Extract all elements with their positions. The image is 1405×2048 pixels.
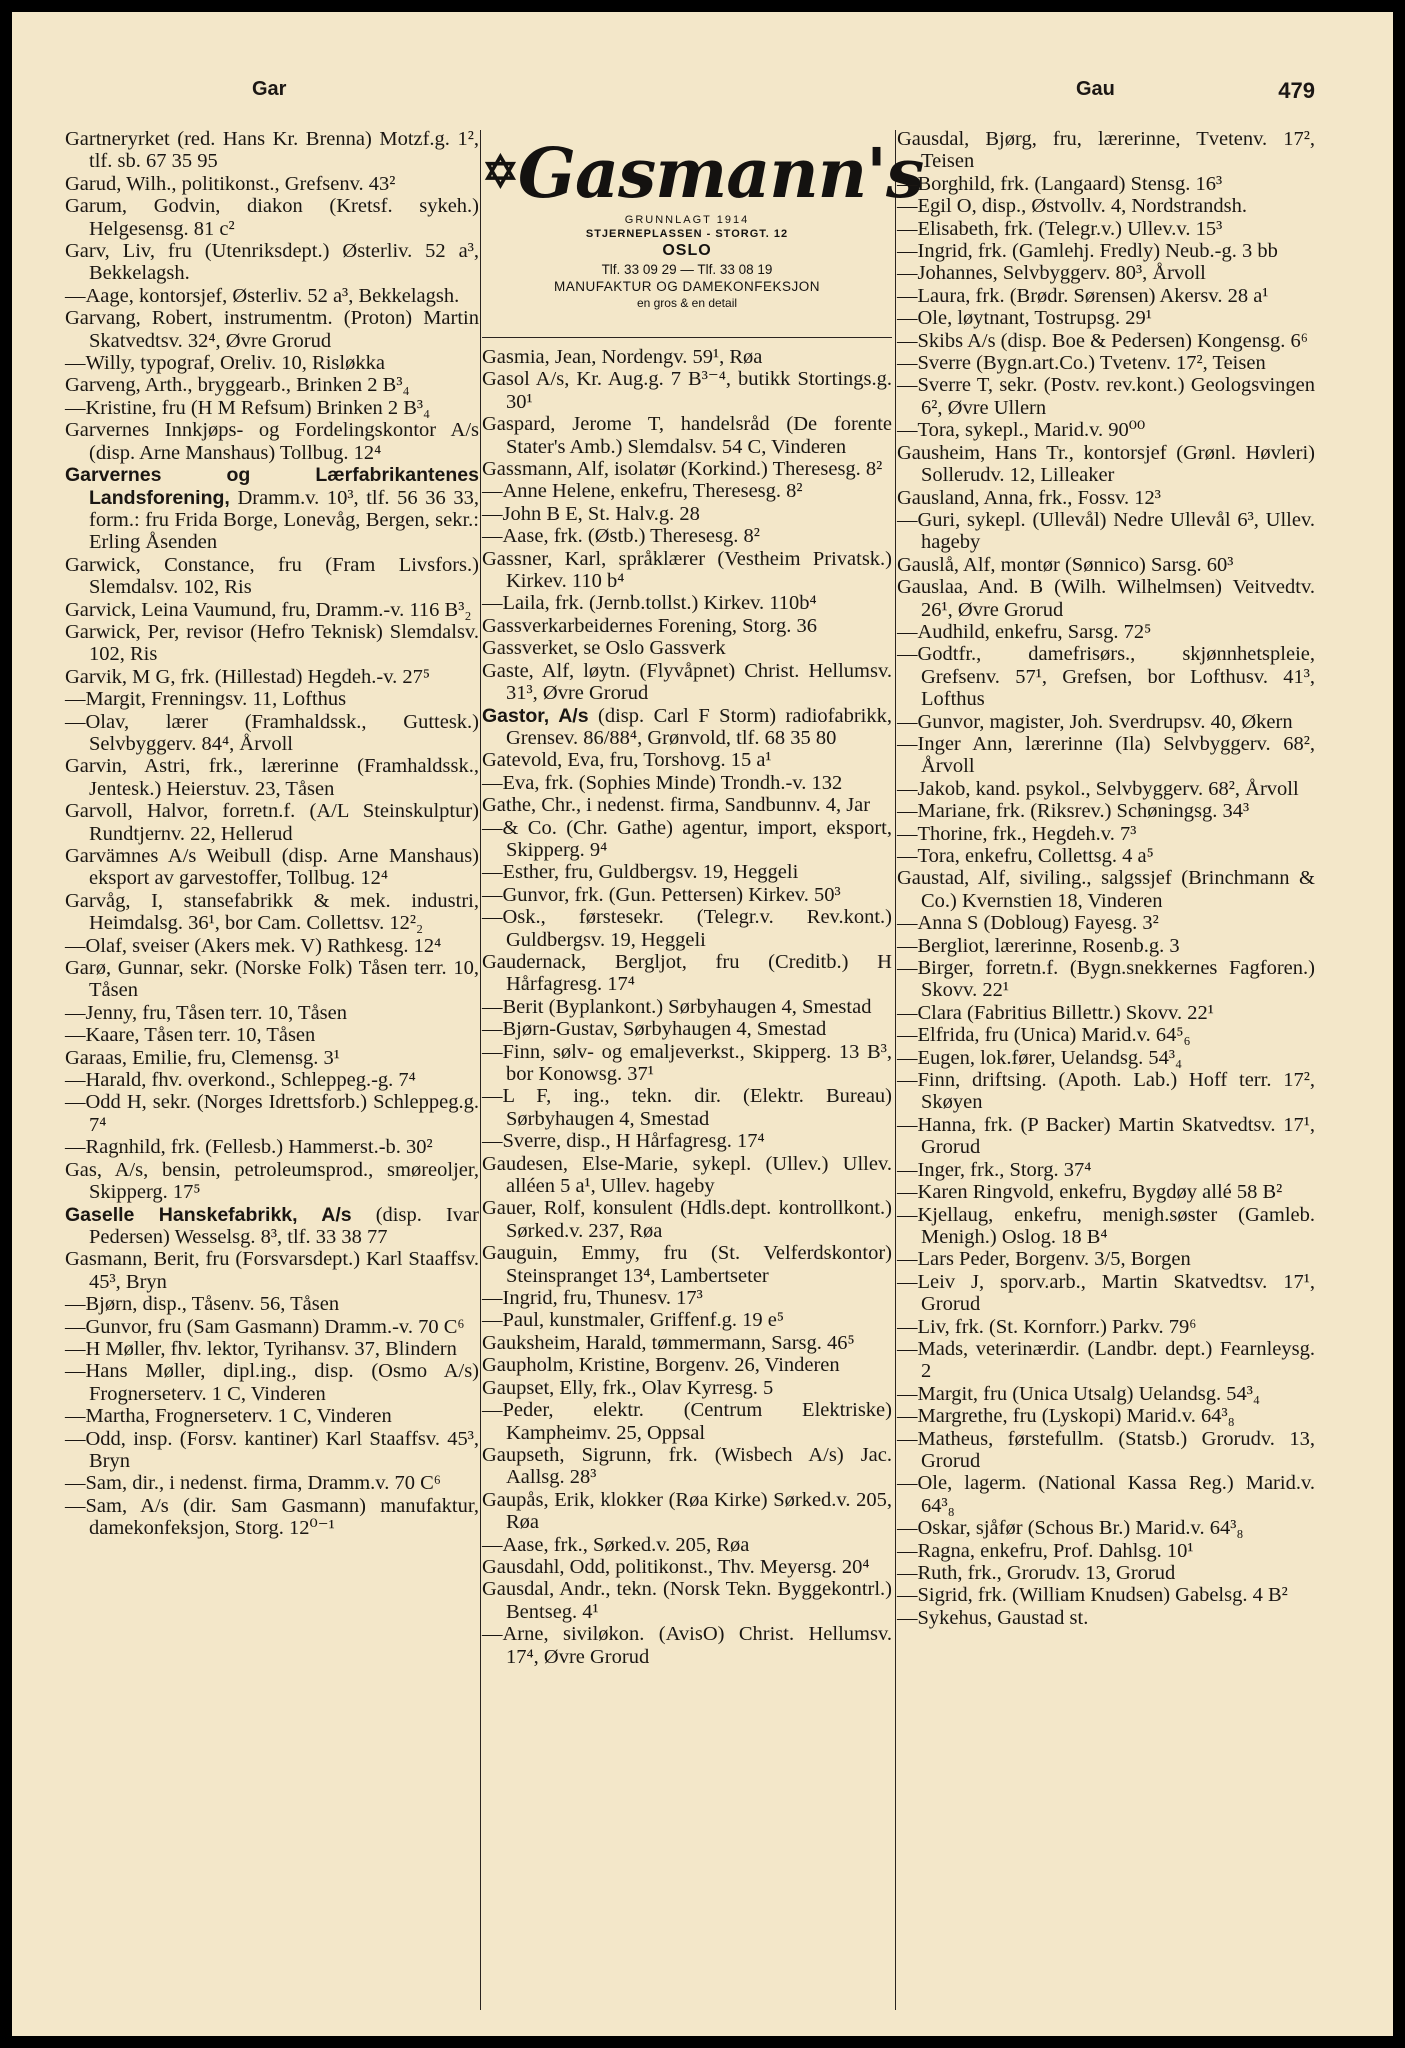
entry-bold-name: Garvernes og Lærfabrikantenes Landsforening, [65, 464, 479, 509]
directory-entry [482, 1130, 892, 1152]
entry-text: —Anne Helene, enkefru, Theresesg. 8² [482, 480, 803, 503]
entry-text: Gaupholm, Kristine, Borgenv. 26, Vinderen [482, 1354, 840, 1377]
directory-entry [897, 1047, 1315, 1069]
entry-text: —L F, ing., tekn. dir. (Elektr. Bureau) Sørbyhaugen 4, Smestad [482, 1085, 892, 1130]
entry-text: —Gunvor, fru (Sam Gasmann) Dramm.-v. 70 C⁶ [65, 1315, 465, 1338]
entry-text: —Tora, enkefru, Collettsg. 4 a⁵ [897, 845, 1154, 867]
entry-text: —Olaf, sveiser (Akers mek. V) Rathkesg. 12⁴ [65, 934, 442, 957]
directory-entry [65, 307, 479, 352]
directory-entry [897, 1114, 1315, 1159]
entry-text: —Godtfr., damefrisørs., skjønnhetspleie, Grefsenv. 57¹, Grefsen, bor Lofthusv. 41³, Lofthus [897, 643, 1315, 711]
directory-entry [482, 1489, 892, 1534]
entry-text: —Inger Ann, lærerinne (Ila) Selvbyggerv. 68², Årvoll [897, 732, 1315, 778]
directory-entry [65, 711, 479, 756]
entry-text: —Sigrid, frk. (William Knudsen) Gabelsg. 4 B² [897, 1584, 1288, 1607]
entry-text: —Odd H, sekr. (Norges Idrettsforb.) Schleppeg.g. 7⁴ [65, 1091, 479, 1136]
directory-entry [65, 1047, 479, 1069]
directory-entry [482, 906, 892, 951]
entry-text: Gaupås, Erik, klokker (Røa Kirke) Sørked.v. 205, Røa [482, 1488, 892, 1534]
directory-entry [65, 1248, 479, 1293]
directory-entry [897, 1383, 1315, 1405]
entry-text: Garvämnes A/s Weibull (disp. Arne Manshaus) eksport av garvestoffer, Tollbug. 12⁴ [65, 845, 479, 890]
entry-text: Garvick, Leina Vaumund, fru, Dramm.-v. 116 B³₂ [65, 598, 472, 621]
directory-entry [65, 1316, 479, 1338]
directory-entry [482, 1197, 892, 1242]
entry-text: —Mads, veterinærdir. (Landbr. dept.) Fearnleysg. 2 [897, 1337, 1315, 1383]
directory-entry [897, 195, 1315, 217]
directory-entry [482, 1623, 892, 1668]
entry-text: —Birger, forretn.f. (Bygn.snekkernes Fagforen.) Skovv. 22¹ [897, 957, 1315, 1002]
entry-bold-name: Gaselle Hanskefabrikk, A/s [65, 1203, 352, 1226]
entry-text: —Gunvor, magister, Joh. Sverdrupsv. 40, Økern [897, 710, 1293, 733]
entry-text: —Elfrida, fru (Unica) Marid.v. 64⁵₆ [897, 1024, 1191, 1047]
entry-text: Gausdal, Andr., tekn. (Norsk Tekn. Byggekontrl.) Bentseg. 4¹ [482, 1578, 892, 1623]
directory-entry [482, 1287, 892, 1309]
directory-entry [65, 666, 479, 688]
directory-entry [482, 1534, 892, 1556]
directory-entry [482, 1309, 892, 1331]
directory-entry [897, 173, 1315, 195]
directory-entry [897, 1428, 1315, 1473]
directory-entry [482, 615, 892, 637]
directory-entry [897, 1181, 1315, 1203]
entry-text: —Bjørn-Gustav, Sørbyhaugen 4, Smestad [482, 1018, 827, 1041]
directory-entry [65, 464, 479, 554]
directory-entry [65, 755, 479, 800]
entry-text: —Aase, frk. (Østb.) Theresesg. 8² [482, 525, 760, 548]
entry-text: —Mariane, frk. (Riksrev.) Schøningsg. 34³ [897, 800, 1250, 823]
directory-entry [897, 419, 1315, 441]
column-2-entries [482, 346, 892, 1668]
entry-text: —Hans Møller, dipl.ing., disp. (Osmo A/s) Frognerseterv. 1 C, Vinderen [65, 1360, 479, 1405]
advert-logo: ✡Gasmann's [482, 134, 924, 214]
directory-entry [482, 1444, 892, 1489]
entry-text: Gasmann, Berit, fru (Forsvarsdept.) Karl Staaffsv. 45³, Bryn [65, 1248, 479, 1293]
entry-text: Gausheim, Hans Tr., kontorsjef (Grønl. Høvleri) Sollerudv. 12, Lilleaker [897, 441, 1315, 487]
entry-text: —Liv, frk. (St. Kornforr.) Parkv. 79⁶ [897, 1315, 1197, 1338]
entry-text: —Finn, sølv- og emaljeverkst., Skipperg. 13 B³, bor Konowsg. 37¹ [482, 1040, 892, 1085]
entry-text: —Willy, typograf, Oreliv. 10, Risløkka [65, 352, 385, 375]
entry-text: (disp. Ivar Pedersen) Wesselsg. 8³, tlf. 33 38 77 [89, 1203, 479, 1248]
directory-entry [897, 621, 1315, 643]
directory-entry [482, 951, 892, 996]
directory-entry [65, 688, 479, 710]
entry-text: —Audhild, enkefru, Sarsg. 72⁵ [897, 620, 1152, 643]
entry-text: Garwick, Per, revisor (Hefro Teknisk) Slemdalsv. 102, Ris [65, 620, 479, 666]
directory-entry [482, 772, 892, 794]
directory-entry [897, 1562, 1315, 1584]
directory-entry [482, 884, 892, 906]
directory-entry [897, 845, 1315, 867]
entry-text: —Martha, Frognerseterv. 1 C, Vinderen [65, 1405, 392, 1428]
directory-entry [482, 1242, 892, 1287]
directory-entry [897, 285, 1315, 307]
entry-text: —Kristine, fru (H M Refsum) Brinken 2 B³₄ [65, 396, 431, 419]
directory-entry [65, 599, 479, 621]
directory-entry [65, 845, 479, 890]
directory-entry [482, 592, 892, 614]
entry-text: —Sverre (Bygn.art.Co.) Tvetenv. 17², Teisen [897, 352, 1266, 375]
entry-text: —Clara (Fabritius Billettr.) Skovv. 22¹ [897, 1001, 1214, 1024]
directory-entry [897, 128, 1315, 173]
star-icon: ✡ [482, 147, 518, 198]
entry-text: —Margrethe, fru (Lyskopi) Marid.v. 64³₈ [897, 1405, 1235, 1428]
entry-text: Gas, A/s, bensin, petroleumsprod., smøreoljer, Skipperg. 17⁵ [65, 1158, 479, 1204]
directory-entry [65, 1024, 479, 1046]
entry-text: —Jenny, fru, Tåsen terr. 10, Tåsen [65, 1001, 347, 1024]
advert-phones: Tlf. 33 09 29 — Tlf. 33 08 19 [601, 262, 773, 277]
column-3 [897, 128, 1315, 1629]
directory-entry [482, 996, 892, 1018]
entry-text: —Margit, Frenningsv. 11, Lofthus [65, 688, 347, 711]
directory-entry [482, 705, 892, 750]
directory-entry [482, 1556, 892, 1578]
entry-text: —Ole, lagerm. (National Kassa Reg.) Marid.v. 64³₈ [897, 1472, 1315, 1517]
directory-entry [897, 218, 1315, 240]
entry-text: Gausdahl, Odd, politikonst., Thv. Meyersg. 20⁴ [482, 1555, 870, 1578]
directory-entry [482, 548, 892, 593]
entry-text: —Ragnhild, frk. (Fellesb.) Hammerst.-b. 30² [65, 1136, 433, 1159]
directory-entry [482, 660, 892, 705]
column-2 [482, 128, 924, 1668]
directory-entry [897, 1607, 1315, 1629]
directory-entry [65, 621, 479, 666]
directory-entry [65, 1204, 479, 1249]
entry-text: —Sverre, disp., H Hårfagresg. 17⁴ [482, 1130, 765, 1153]
entry-text: —Hanna, frk. (P Backer) Martin Skatvedtsv. 17¹, Grorud [897, 1113, 1315, 1159]
entry-text: Gassmann, Alf, isolatør (Korkind.) Theresesg. 8² [482, 458, 883, 481]
directory-entry [65, 1360, 479, 1405]
entry-text: —Leiv J, sporv.arb., Martin Skatvedtsv. 17¹, Grorud [897, 1270, 1315, 1316]
directory-entry [897, 1338, 1315, 1383]
entry-text: —Elisabeth, frk. (Telegr.v.) Ullev.v. 15³ [897, 217, 1223, 240]
directory-entry [65, 195, 479, 240]
entry-text: —& Co. (Chr. Gathe) agentur, import, eksport, Skipperg. 9⁴ [482, 816, 892, 861]
entry-text: Gatevold, Eva, fru, Torshovg. 15 a¹ [482, 749, 772, 772]
entry-text: —Berit (Byplankont.) Sørbyhaugen 4, Smestad [482, 995, 872, 1018]
directory-entry [897, 262, 1315, 284]
directory-entry [482, 1578, 892, 1623]
entry-text: —Guri, sykepl. (Ullevål) Nedre Ullevål 6³, Ullev. hageby [897, 508, 1315, 554]
entry-text: Gauslaa, And. B (Wilh. Wilhelmsen) Veitvedtv. 26¹, Øvre Grorud [897, 576, 1315, 621]
entry-text: —Harald, fhv. overkond., Schleppeg.-g. 7⁴ [65, 1069, 416, 1092]
directory-entry [482, 458, 892, 480]
entry-text: Gaupset, Elly, frk., Olav Kyrresg. 5 [482, 1376, 774, 1399]
entry-text: —Matheus, førstefullm. (Statsb.) Grorudv. 13, Grorud [897, 1427, 1315, 1472]
advert-tagline: en gros & en detail [636, 296, 738, 310]
directory-entry [482, 1332, 892, 1354]
entry-text: —Laura, frk. (Brødr. Sørensen) Akersv. 28 a¹ [897, 284, 1269, 307]
directory-entry [65, 1002, 479, 1024]
entry-text: —Bjørn, disp., Tåsenv. 56, Tåsen [65, 1293, 340, 1316]
directory-entry [897, 823, 1315, 845]
directory-entry [897, 352, 1315, 374]
entry-text: —Kaare, Tåsen terr. 10, Tåsen [65, 1024, 316, 1047]
entry-text: —Johannes, Selvbyggerv. 80³, Årvoll [897, 262, 1206, 285]
directory-entry [482, 1018, 892, 1040]
directory-entry [65, 1338, 479, 1360]
directory-entry [482, 749, 892, 771]
directory-entry [482, 817, 892, 862]
advert-line: MANUFAKTUR OG DAMEKONFEKSJON [553, 279, 821, 294]
entry-text: Gauksheim, Harald, tømmermann, Sarsg. 46⁵ [482, 1331, 855, 1354]
directory-entry [482, 1377, 892, 1399]
entry-text: Garveng, Arth., bryggearb., Brinken 2 B³₄ [65, 374, 410, 397]
entry-text: —Eva, frk. (Sophies Minde) Trondh.-v. 132 [482, 771, 843, 794]
entry-text: Garud, Wilh., politikonst., Grefsenv. 43² [65, 172, 396, 195]
entry-text: Gassverkarbeidernes Forening, Storg. 36 [482, 614, 817, 637]
directory-entry [482, 1399, 892, 1444]
directory-page [12, 12, 1393, 2036]
directory-entry [65, 890, 479, 935]
directory-entry [897, 1024, 1315, 1046]
directory-entry [65, 240, 479, 285]
running-head [12, 78, 1393, 108]
directory-entry [482, 368, 892, 413]
entry-text: Gassner, Karl, språklærer (Vestheim Privatsk.) Kirkev. 110 b⁴ [482, 547, 892, 593]
directory-entry [897, 733, 1315, 778]
directory-entry [897, 1271, 1315, 1316]
directory-entry [482, 1041, 892, 1086]
directory-entry [897, 1472, 1315, 1517]
header-left-guide-word: Gar [252, 78, 287, 100]
directory-entry [482, 861, 892, 883]
directory-entry [65, 554, 479, 599]
directory-entry [65, 1472, 479, 1494]
entry-text: —Kjellaug, enkefru, menigh.søster (Gamleb. Menigh.) Oslog. 18 B⁴ [897, 1203, 1315, 1248]
entry-text: Garwick, Constance, fru (Fram Livsfors.) Slemdalsv. 102, Ris [65, 553, 479, 599]
entry-text: —Aage, kontorsjef, Østerliv. 52 a³, Bekkelagsh. [65, 284, 460, 307]
entry-text: —Sverre T, sekr. (Postv. rev.kont.) Geologsvingen 6², Øvre Ullern [897, 374, 1315, 419]
entry-text: (disp. Carl F Storm) radiofabrikk, Grensev. 86/88⁴, Grønvold, tlf. 68 35 80 [506, 704, 892, 749]
entry-text: —Margit, fru (Unica Utsalg) Uelandsg. 54³₄ [897, 1382, 1261, 1405]
directory-entry [897, 778, 1315, 800]
directory-entry [65, 1428, 479, 1473]
entry-text: Gaudesen, Else-Marie, sykepl. (Ullev.) Ullev. alléen 5 a¹, Ullev. hageby [482, 1152, 892, 1198]
directory-entry [65, 957, 479, 1002]
entry-text: —Eugen, lok.fører, Uelandsg. 54³₄ [897, 1046, 1183, 1069]
advert-city: OSLO [662, 242, 712, 259]
page-number: 479 [1278, 78, 1315, 103]
entry-text: Garum, Godvin, diakon (Kretsf. sykeh.) Helgesensg. 81 c² [65, 195, 479, 240]
entry-text: Gassverket, se Oslo Gassverk [482, 637, 726, 660]
entry-text: —Esther, fru, Guldbergsv. 19, Heggeli [482, 861, 799, 884]
entry-text: Gathe, Chr., i nedenst. firma, Sandbunnv. 4, Jar [482, 794, 871, 817]
directory-entry [65, 173, 479, 195]
directory-entry [897, 554, 1315, 576]
entry-text: —Finn, driftsing. (Apoth. Lab.) Hoff terr. 17², Skøyen [897, 1069, 1315, 1114]
directory-entry [482, 794, 892, 816]
entry-text: —Sam, dir., i nedenst. firma, Dramm.v. 70 C⁶ [65, 1472, 441, 1495]
directory-entry [65, 419, 479, 464]
entry-text: Gartneryrket (red. Hans Kr. Brenna) Motzf.g. 1², tlf. sb. 67 35 95 [65, 128, 479, 173]
directory-entry [482, 525, 892, 547]
entry-text: Garvin, Astri, frk., lærerinne (Framhaldssk., Jentesk.) Heierstuv. 23, Tåsen [65, 755, 479, 800]
directory-entry [482, 637, 892, 659]
directory-entry [65, 1405, 479, 1427]
directory-entry [897, 643, 1315, 710]
entry-text: —Arne, siviløkon. (AvisO) Christ. Hellumsv. 17⁴, Øvre Grorud [482, 1623, 892, 1668]
directory-entry [482, 413, 892, 458]
entry-text: —Jakob, kand. psykol., Selvbyggerv. 68², Årvoll [897, 777, 1299, 800]
entry-text: Gaupseth, Sigrunn, frk. (Wisbech A/s) Jac. Aallsg. 28³ [482, 1443, 892, 1489]
entry-text: —Aase, frk., Sørked.v. 205, Røa [482, 1533, 750, 1556]
entry-text: Garvernes Innkjøps- og Fordelingskontor A/s (disp. Arne Manshaus) Tollbug. 12⁴ [65, 419, 479, 464]
entry-text: —Ingrid, frk. (Gamlehj. Fredly) Neub.-g. 3 bb [897, 240, 1278, 263]
advert-address: STJERNEPLASSEN - STORGT. 12 [585, 228, 789, 240]
directory-entry [65, 1091, 479, 1136]
entry-text: Gauguin, Emmy, fru (St. Velferdskontor) Steinspranget 13⁴, Lambertseter [482, 1242, 892, 1287]
entry-text: —Bergliot, lærerinne, Rosenb.g. 3 [897, 934, 1180, 957]
entry-text: Garv, Liv, fru (Utenriksdept.) Østerliv. 52 a³, Bekkelagsh. [65, 240, 479, 285]
entry-text: —Anna S (Dobloug) Fayesg. 3² [897, 912, 1159, 935]
entry-text: —Ruth, frk., Grorudv. 13, Grorud [897, 1562, 1176, 1584]
directory-entry [897, 576, 1315, 621]
column-divider [895, 130, 896, 2010]
directory-entry [897, 509, 1315, 554]
entry-text: Garvik, M G, frk. (Hillestad) Hegdeh.-v. 27⁵ [65, 665, 431, 688]
entry-text: —Odd, insp. (Forsv. kantiner) Karl Staaffsv. 45³, Bryn [65, 1427, 479, 1472]
gasmanns-advertisement [482, 128, 924, 338]
entry-text: Garvåg, I, stansefabrikk & mek. industri, Heimdalsg. 36¹, bor Cam. Collettsv. 12²₂ [65, 889, 479, 935]
entry-text: Gaudernack, Bergljot, fru (Creditb.) H Hårfagresg. 17⁴ [482, 950, 892, 996]
entry-text: —Olav, lærer (Framhaldssk., Guttesk.) Selvbyggerv. 84⁴, Årvoll [65, 710, 479, 755]
directory-entry [65, 352, 479, 374]
entry-text: Gauslå, Alf, montør (Sønnico) Sarsg. 60³ [897, 553, 1234, 576]
directory-entry [65, 1069, 479, 1091]
entry-text: —Oskar, sjåfør (Schous Br.) Marid.v. 64³₈ [897, 1517, 1244, 1540]
entry-text: —Ole, løytnant, Tostrupsg. 29¹ [897, 307, 1152, 330]
directory-entry [897, 330, 1315, 352]
entry-bold-name: Gastor, A/s [482, 704, 589, 727]
directory-entry [897, 867, 1315, 912]
directory-entry [897, 1540, 1315, 1562]
directory-entry [65, 935, 479, 957]
entry-text: Gausdal, Bjørg, fru, lærerinne, Tvetenv. 17², Teisen [897, 128, 1315, 173]
entry-text: Gausland, Anna, frk., Fossv. 12³ [897, 486, 1161, 509]
entry-text: —Ingrid, fru, Thunesv. 17³ [482, 1287, 703, 1310]
entry-text: Gauer, Rolf, konsulent (Hdls.dept. kontrollkont.) Sørked.v. 237, Røa [482, 1197, 892, 1242]
entry-text: —Sykehus, Gaustad st. [897, 1606, 1089, 1629]
entry-text: —John B E, St. Halv.g. 28 [482, 502, 700, 525]
directory-entry [482, 480, 892, 502]
directory-entry [65, 800, 479, 845]
directory-entry [482, 1153, 892, 1198]
entry-text: —Osk., førstesekr. (Telegr.v. Rev.kont.) Guldbergsv. 19, Heggeli [482, 906, 892, 951]
entry-text: Garø, Gunnar, sekr. (Norske Folk) Tåsen terr. 10, Tåsen [65, 957, 479, 1002]
directory-entry [482, 1354, 892, 1376]
directory-entry [897, 935, 1315, 957]
entry-text: —Peder, elektr. (Centrum Elektriske) Kampheimv. 25, Oppsal [482, 1399, 892, 1444]
directory-entry [897, 442, 1315, 487]
entry-text: —Ragna, enkefru, Prof. Dahlsg. 10¹ [897, 1539, 1194, 1562]
header-right-guide-word: Gau [1076, 78, 1115, 100]
entry-text: Garaas, Emilie, fru, Clemensg. 3¹ [65, 1046, 340, 1069]
entry-text: Gaspard, Jerome T, handelsråd (De forente Stater's Amb.) Slemdalsv. 54 C, Vinderen [482, 413, 892, 458]
entry-text: —H Møller, fhv. lektor, Tyrihansv. 37, Blindern [65, 1337, 457, 1360]
entry-text: —Tora, sykepl., Marid.v. 90⁰⁰ [897, 419, 1146, 442]
directory-entry [65, 1293, 479, 1315]
directory-entry [65, 1136, 479, 1158]
directory-entry [897, 711, 1315, 733]
directory-entry [897, 800, 1315, 822]
directory-entry [65, 374, 479, 396]
entry-text: Garvang, Robert, instrumentm. (Proton) Martin Skatvedtsv. 32⁴, Øvre Grorud [65, 307, 479, 352]
entry-text: —Thorine, frk., Hegdeh.v. 7³ [897, 822, 1137, 845]
directory-entry [897, 1159, 1315, 1181]
entry-text: —Laila, frk. (Jernb.tollst.) Kirkev. 110b⁴ [482, 592, 817, 615]
directory-entry [897, 1405, 1315, 1427]
directory-entry [897, 1002, 1315, 1024]
directory-entry [65, 397, 479, 419]
entry-text: —Egil O, disp., Østvollv. 4, Nordstrandsh. [897, 195, 1248, 218]
directory-entry [65, 285, 479, 307]
entry-text: —Inger, frk., Storg. 37⁴ [897, 1158, 1092, 1181]
directory-entry [897, 1204, 1315, 1249]
directory-entry [65, 128, 479, 173]
directory-entry [482, 503, 892, 525]
column-divider [480, 130, 481, 2010]
column-1 [65, 128, 479, 1540]
entry-text: —Borghild, frk. (Langaard) Stensg. 16³ [897, 172, 1223, 195]
directory-entry [897, 957, 1315, 1002]
directory-entry [897, 307, 1315, 329]
directory-entry [897, 374, 1315, 419]
entry-text: —Karen Ringvold, enkefru, Bygdøy allé 58 B² [897, 1181, 1283, 1204]
entry-text: —Sam, A/s (dir. Sam Gasmann) manufaktur, damekonfeksjon, Storg. 12⁰⁻¹ [65, 1494, 479, 1540]
directory-entry [897, 240, 1315, 262]
directory-entry [897, 1069, 1315, 1114]
entry-text: Gasol A/s, Kr. Aug.g. 7 B³⁻⁴, butikk Stortings.g. 30¹ [482, 368, 892, 413]
advert-founded: GRUNNLAGT 1914 [624, 214, 750, 226]
entry-text: Gaste, Alf, løytn. (Flyvåpnet) Christ. Hellumsv. 31³, Øvre Grorud [482, 659, 892, 705]
entry-text: Garvoll, Halvor, forretn.f. (A/L Steinskulptur) Rundtjernv. 22, Hellerud [65, 800, 479, 845]
entry-text: Dramm.v. 10³, tlf. 56 36 33, form.: fru Frida Borge, Lonevåg, Bergen, sekr.: Erling Åsenden [89, 486, 479, 554]
directory-entry [897, 1517, 1315, 1539]
entry-text: —Gunvor, frk. (Gun. Pettersen) Kirkev. 50³ [482, 883, 841, 906]
entry-text: —Skibs A/s (disp. Boe & Pedersen) Kongensg. 6⁶ [897, 329, 1308, 352]
entry-text: —Lars Peder, Borgenv. 3/5, Borgen [897, 1248, 1191, 1271]
directory-entry [897, 1316, 1315, 1338]
directory-entry [897, 1584, 1315, 1606]
directory-entry [897, 1248, 1315, 1270]
directory-entry [897, 912, 1315, 934]
directory-entry [65, 1159, 479, 1204]
entry-text: —Paul, kunstmaler, Griffenf.g. 19 e⁵ [482, 1309, 784, 1332]
entry-text: Gasmia, Jean, Nordengv. 59¹, Røa [482, 346, 763, 368]
directory-entry [65, 1495, 479, 1540]
directory-entry [897, 487, 1315, 509]
directory-entry [482, 1085, 892, 1130]
entry-text: Gaustad, Alf, siviling., salgssjef (Brinchmann & Co.) Kvernstien 18, Vinderen [897, 867, 1315, 912]
directory-entry [482, 346, 892, 368]
